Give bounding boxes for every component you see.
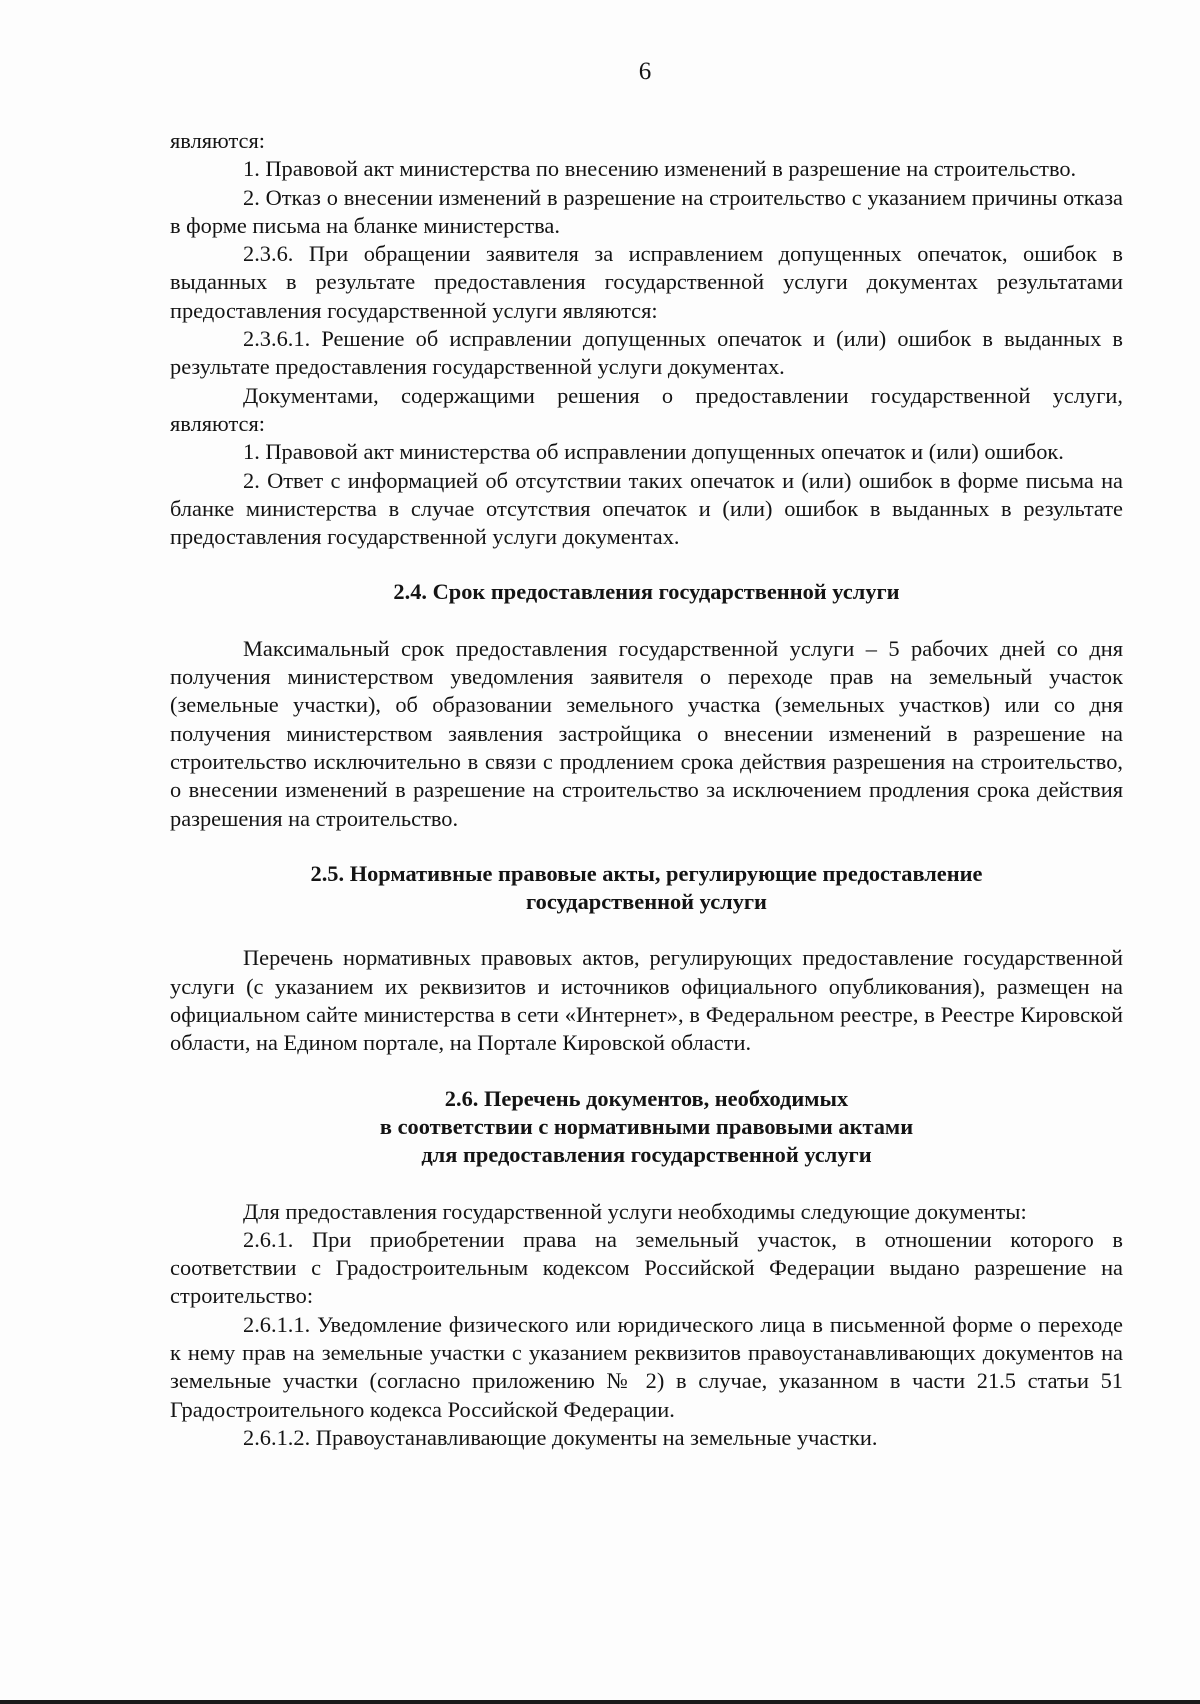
paragraph: 2.6.1. При приобретении права на земельный участок, в отношении которого в соответствии с Градостроительным кодексом Российской Федерации выдано разрешение на строительство: (170, 1226, 1123, 1309)
paragraph: Максимальный срок предоставления государственной услуги – 5 рабочих дней со дня получения министерством уведомления заявителя о переходе прав на земельный участок (земельные участки), об образовании земельного участка (земельных участков) или со дня получения министерством заявления застройщика о внесении изменений в разрешение на строительство исключительно в связи с продлением срока действия разрешения на строительство, о внесении изменений в разрешение на строительство за исключением продления срока действия разрешения на строительство. (170, 635, 1123, 831)
paragraph: 1. Правовой акт министерства об исправлении допущенных опечаток и (или) ошибок. (243, 439, 1064, 465)
document-body (170, 127, 1123, 1452)
paragraph: 2. Отказ о внесении изменений в разрешение на строительство с указанием причины отказа в форме письма на бланке министерства. (170, 184, 1123, 238)
paragraph: 2.6.1.2. Правоустанавливающие документы на земельные участки. (243, 1424, 878, 1450)
paragraph: являются: (170, 128, 265, 153)
section-heading-2-5: 2.5. Нормативные правовые акты, регулирующие предоставление государственной услуги (310, 860, 983, 915)
paragraph: 2.3.6. При обращении заявителя за исправлением допущенных опечаток, ошибок в выданных в результате предоставления государственной услуги документах результатами предоставления государственной услуги являются: (170, 241, 1123, 323)
paragraph: Документами, содержащими решения о предоставлении государственной услуги, являются: (170, 382, 1123, 436)
page-number: 6 (638, 58, 652, 85)
paragraph: 2.6.1.1. Уведомление физического или юридического лица в письменной форме о переходе к нему прав на земельные участки с указанием реквизитов правоустанавливающих документов на земельные участки (согласно приложению № 2) в случае, указанном в части 21.5 статьи 51 Градостроительного кодекса Российской Федерации. (170, 1311, 1123, 1422)
paragraph: Перечень нормативных правовых актов, регулирующих предоставление государственной услуги (с указанием их реквизитов и источников официального опубликования), размещен на официальном сайте министерства в сети «Интернет», в Федеральном реестре, в Реестре Кировской области, на Едином портале, на Портале Кировской области. (170, 945, 1123, 1056)
section-heading-2-6: 2.6. Перечень документов, необходимых в соответствии с нормативными правовыми актами для предоставления государственной услуги (379, 1085, 914, 1168)
section-heading-2-4: 2.4. Срок предоставления государственной услуги (393, 579, 900, 605)
paragraph: Для предоставления государственной услуги необходимы следующие документы: (243, 1198, 1027, 1224)
paragraph: 1. Правовой акт министерства по внесению изменений в разрешение на строительство. (243, 156, 1077, 182)
scan-edge-line (0, 1700, 1200, 1704)
paragraph: 2.3.6.1. Решение об исправлении допущенных опечаток и (или) ошибок в выданных в результате предоставления государственной услуги документах. (170, 326, 1123, 380)
paragraph: 2. Ответ с информацией об отсутствии таких опечаток и (или) ошибок в форме письма на бланке министерства в случае отсутствия опечаток и (или) ошибок в выданных в результате предоставления государственной услуги документах. (170, 467, 1123, 550)
